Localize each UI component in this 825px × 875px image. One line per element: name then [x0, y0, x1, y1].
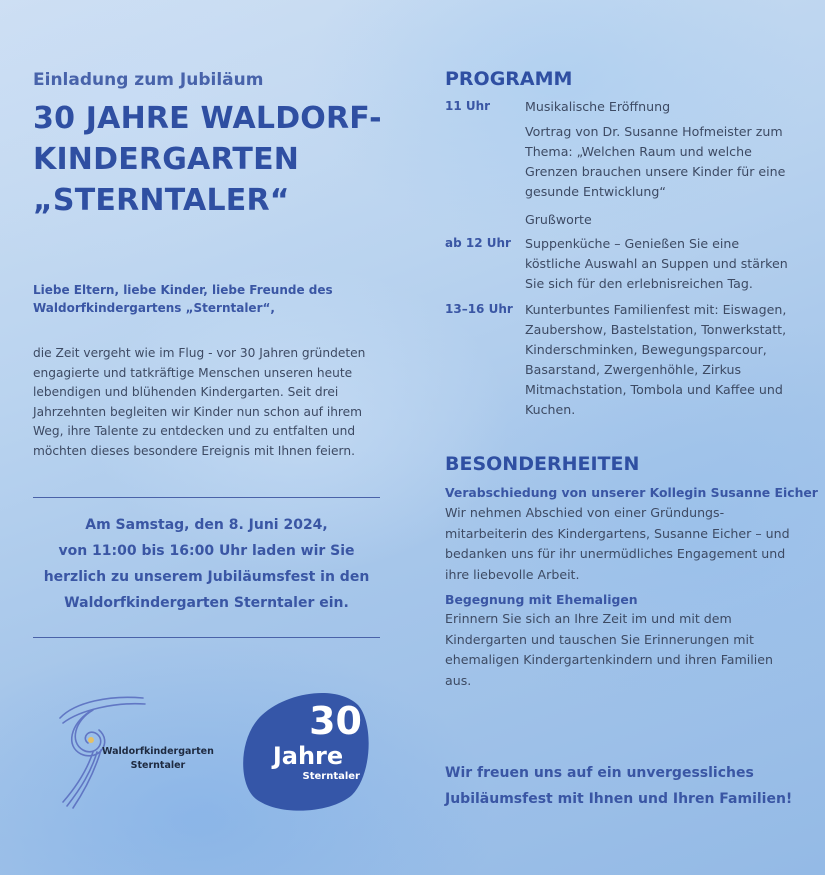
badge-word: Jahre — [272, 742, 344, 770]
programm-item: Suppenküche – Genießen Sie eine köstliche Auswahl an Suppen und stärken Sie sich für den erlebnisreichen Tag. — [525, 236, 788, 291]
closing-line: Jubiläumsfest mit Ihnen und Ihren Familien! — [445, 791, 793, 807]
farewell-heading: Verabschiedung von unserer Kollegin Susanne Eicher — [445, 485, 818, 500]
programm-item: Musikalische Eröffnung — [525, 99, 671, 114]
invitation-line: herzlich zu unserem Jubiläumsfest in den — [43, 569, 370, 585]
programm-heading: PROGRAMM — [445, 68, 573, 90]
title-line-3: „STERNTALER“ — [33, 183, 290, 218]
logo-text-line: Waldorfkindergarten — [102, 746, 214, 757]
closing-line: Wir freuen uns auf ein unvergessliches — [445, 765, 754, 781]
badge-number: 30 — [309, 699, 362, 743]
programm-time: ab 12 Uhr — [445, 236, 511, 250]
intro-paragraph: die Zeit vergeht wie im Flug - vor 30 Jahren gründeten engagierte und tatkräftige Menschen unseren heute lebendigen und blühenden Kindergarten. Seit drei Jahrzehnten begleiten wir Kinder nun schon auf ihrem Weg, ihre Talente zu entdecken und zu entfalten und möchten dieses besondere Ereignis mit Ihnen feiern. — [33, 346, 366, 458]
invitation-text — [33, 512, 380, 616]
programm-time: 11 Uhr — [445, 99, 491, 113]
logo-text-line: Sterntaler — [130, 760, 186, 771]
divider-bottom — [33, 637, 380, 638]
page-title — [33, 98, 393, 221]
programm-item: Grußworte — [525, 212, 592, 227]
programm-item: Kunterbuntes Familienfest mit: Eiswagen, Zaubershow, Bastelstation, Tonwerkstatt, Kinderschminken, Bewegungsparcour, Basarstand, Zwergenhöhle, Zirkus Mitmachstation, Tombola und Kaffee und Kuchen. — [525, 302, 787, 417]
divider-top — [33, 497, 380, 498]
reunion-heading: Begegnung mit Ehemaligen — [445, 592, 638, 607]
title-line-1: 30 JAHRE WALDORF- — [33, 101, 382, 136]
besonderheiten-heading: BESONDERHEITEN — [445, 453, 640, 475]
anniversary-badge — [240, 687, 370, 815]
programm-item: Vortrag von Dr. Susanne Hofmeister zum Thema: „Welchen Raum und welche Grenzen brauchen unsere Kinder für eine gesunde Entwicklung“ — [525, 124, 786, 199]
closing-message — [445, 760, 805, 812]
farewell-text: Wir nehmen Abschied von einer Gründungs-mitarbeiterin des Kindergartens, Susanne Eicher – und bedanken uns für ihr unermüdliches Engagement und ihre liebevolle Arbeit. — [445, 505, 790, 582]
badge-name: Sterntaler — [302, 771, 360, 782]
invitation-kicker: Einladung zum Jubiläum — [33, 70, 264, 90]
reunion-text: Erinnern Sie sich an Ihre Zeit im und mit dem Kindergarten und tauschen Sie Erinnerungen mit ehemaligen Kindergartenkindern und ihren Familien aus. — [445, 611, 774, 688]
invitation-line: Waldorfkindergarten Sterntaler ein. — [64, 595, 349, 611]
greeting: Liebe Eltern, liebe Kinder, liebe Freunde des Waldorfkindergartens „Sterntaler“, — [33, 283, 333, 315]
invitation-line: von 11:00 bis 16:00 Uhr laden wir Sie — [58, 543, 355, 559]
programm-time: 13–16 Uhr — [445, 302, 513, 316]
invitation-line: Am Samstag, den 8. Juni 2024, — [85, 517, 328, 533]
title-line-2: KINDERGARTEN — [33, 142, 300, 177]
kindergarten-logo-text — [102, 745, 214, 773]
